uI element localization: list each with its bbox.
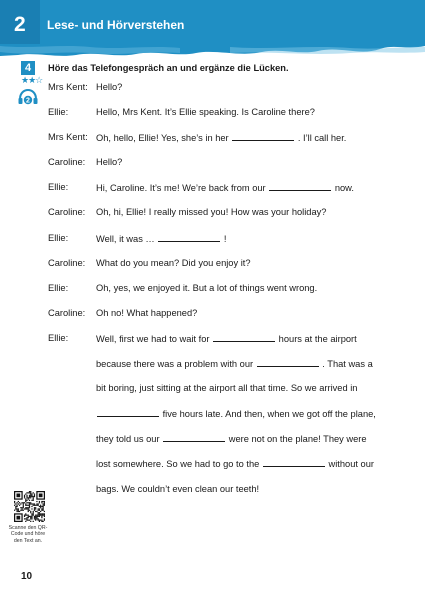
speaker-label: Ellie: — [48, 282, 69, 293]
gap-blank[interactable] — [257, 357, 319, 367]
dialog-line — [48, 131, 398, 156]
dialog-line — [48, 332, 398, 357]
utterance-text: bit boring, just sitting at the airport all that time. So we arrived in — [96, 383, 358, 394]
utterance — [96, 432, 367, 446]
unit-title: Lese- und Hörverstehen — [47, 18, 185, 32]
dialog-line — [48, 81, 398, 106]
utterance — [96, 282, 317, 295]
brush-stroke-banner — [0, 0, 425, 64]
gap-blank[interactable] — [232, 131, 294, 141]
dialog-line — [48, 206, 398, 231]
speaker-label: Caroline: — [48, 257, 86, 268]
gap-blank[interactable] — [97, 407, 159, 417]
utterance — [96, 357, 373, 371]
page-number: 10 — [21, 571, 33, 582]
utterance-text: What do you mean? Did you enjoy it? — [96, 257, 251, 268]
utterance-text: hours at the airport — [276, 333, 357, 344]
utterance-text: Hello? — [96, 82, 123, 92]
dialog-line — [48, 382, 398, 407]
utterance-text: . That was a — [319, 359, 373, 370]
utterance — [96, 307, 197, 320]
utterance-text: Hello, Mrs Kent. It’s Ellie speaking. Is Caroline there? — [96, 107, 315, 118]
utterance — [96, 206, 326, 219]
utterance — [96, 407, 376, 421]
speaker-label: Caroline: — [48, 157, 86, 168]
speaker-label: Ellie: — [48, 107, 69, 118]
speaker-label: Caroline: — [48, 207, 86, 218]
dialog-line — [48, 457, 398, 482]
utterance-text: were not on the plane! They were — [226, 434, 367, 445]
dialog-line — [48, 307, 398, 332]
utterance — [96, 131, 346, 145]
header-banner — [0, 0, 425, 64]
headphones-icon — [17, 88, 39, 106]
dialog-line — [48, 156, 398, 181]
utterance-text: ! — [221, 233, 227, 244]
utterance — [96, 457, 374, 471]
dialog-line — [48, 282, 398, 307]
utterance — [96, 181, 354, 195]
audio-track-number: 2 — [26, 97, 30, 105]
utterance-text: now. — [332, 183, 354, 194]
speaker-label: Ellie: — [48, 182, 69, 193]
speaker-label: Ellie: — [48, 232, 69, 243]
gap-blank[interactable] — [163, 432, 225, 442]
utterance — [96, 106, 315, 119]
utterance-text: Oh no! What happened? — [96, 307, 198, 318]
speaker-label: Mrs Kent: — [48, 82, 88, 92]
exercise-number-badge: 4 — [21, 61, 35, 75]
gap-blank[interactable] — [158, 232, 220, 242]
dialog-line — [48, 181, 398, 206]
utterance-text: Oh, hi, Ellie! I really missed you! How was your holiday? — [96, 207, 327, 218]
utterance — [96, 81, 122, 94]
gap-blank[interactable] — [213, 332, 275, 342]
dialog-line — [48, 357, 398, 382]
utterance-text: bags. We couldn’t even clean our teeth! — [96, 483, 260, 494]
dialog-line — [48, 407, 398, 432]
utterance-text: five hours late. And then, when we got off the plane, — [160, 409, 376, 420]
utterance — [96, 483, 259, 496]
dialog-transcript — [48, 81, 398, 508]
utterance — [96, 156, 122, 169]
gap-blank[interactable] — [263, 457, 325, 467]
utterance-text: because there was a problem with our — [96, 359, 256, 370]
exercise-instruction: Höre das Telefongespräch an und ergänze die Lücken. — [48, 63, 289, 73]
unit-number: 2 — [14, 13, 26, 36]
dialog-line — [48, 432, 398, 457]
utterance-text: Hi, Caroline. It’s me! We’re back from our — [96, 183, 269, 194]
dialog-line — [48, 232, 398, 257]
utterance-text: Hello? — [96, 157, 123, 168]
difficulty-stars-icon: ★★☆ — [21, 75, 43, 85]
utterance — [96, 232, 226, 246]
dialog-line — [48, 106, 398, 131]
utterance-text: Oh, yes, we enjoyed it. But a lot of things went wrong. — [96, 282, 318, 293]
utterance-text: Oh, hello, Ellie! Yes, she’s in her — [96, 133, 232, 144]
speaker-label: Mrs Kent: — [48, 132, 88, 143]
qr-caption: Scanne den QR-Code und höre den Text an. — [8, 525, 48, 544]
utterance-text: Well, first we had to wait for — [96, 333, 213, 344]
utterance-text: . I’ll call her. — [295, 133, 347, 144]
utterance-text: Well, it was … — [96, 233, 158, 244]
gap-blank[interactable] — [269, 181, 331, 191]
speaker-label: Ellie: — [48, 332, 69, 343]
qr-code-icon[interactable] — [14, 491, 45, 522]
speaker-label: Caroline: — [48, 307, 86, 318]
utterance-text: they told us our — [96, 434, 163, 445]
utterance-text: without our — [325, 459, 374, 470]
utterance — [96, 382, 357, 395]
utterance-text: lost somewhere. So we had to go to the — [96, 459, 262, 470]
utterance — [96, 332, 357, 346]
dialog-line — [48, 257, 398, 282]
dialog-line — [48, 483, 398, 508]
utterance — [96, 257, 251, 270]
